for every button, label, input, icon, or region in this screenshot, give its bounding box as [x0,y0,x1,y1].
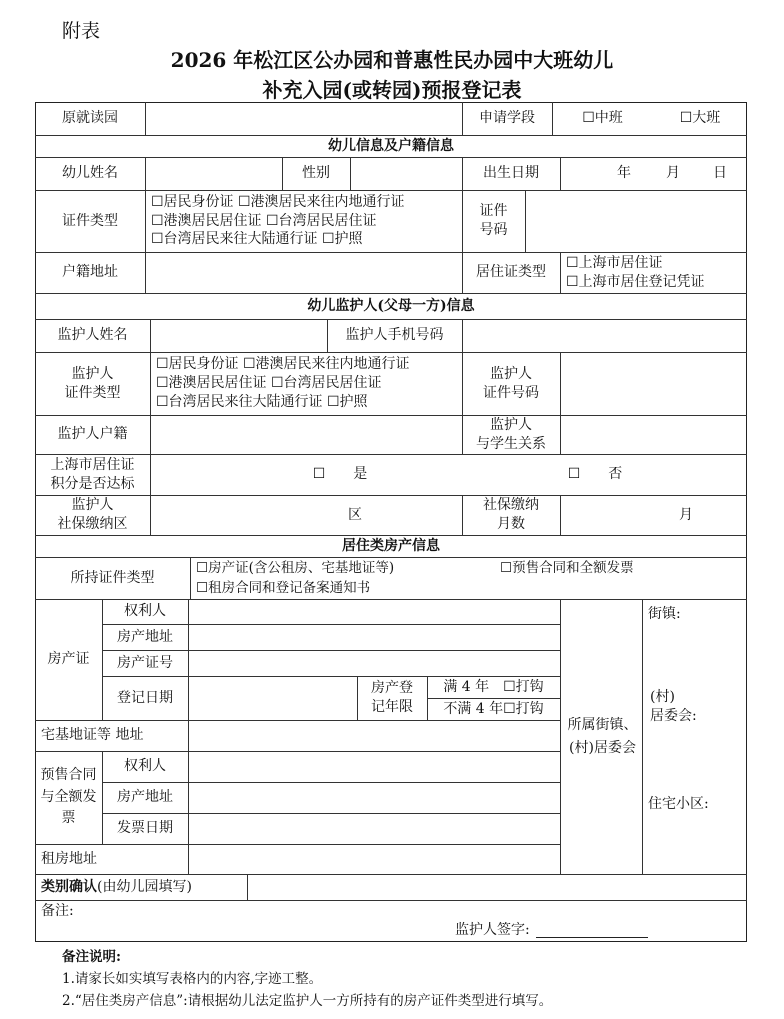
birth-day-unit: 日 [713,165,727,182]
grid-line [560,599,561,874]
month-unit: 月 [679,506,693,523]
label-line: 月数 [497,516,525,532]
grid-line [560,157,561,190]
guardian-id-option-row[interactable]: ☐台湾居民来往大陆通行证 ☐护照 [156,393,368,410]
presale-address-label: 房产地址 [117,789,173,806]
label-line: 社保缴纳 [483,497,539,514]
guardian-signature[interactable] [455,919,745,941]
signature-line[interactable] [536,923,648,938]
guardian-id-option-row[interactable]: ☐居民身份证 ☐港澳居民来往内地通行证 [156,356,410,373]
register-date-field[interactable] [188,676,357,720]
rent-address-label: 租房地址 [41,850,97,867]
points-yes-checkbox[interactable]: ☐ 是 [312,466,368,483]
property-cert-label: 房产证 [47,651,90,668]
remarks-label: 备注: [41,902,74,919]
guardian-relation-field[interactable] [560,415,747,454]
child-name-field[interactable] [145,157,282,190]
social-district-label [35,495,150,535]
guardian-phone-field[interactable] [462,319,747,352]
label-line: 监护人 [71,365,114,382]
id-type-label: 证件类型 [62,212,118,229]
property-address-label: 房产地址 [117,628,173,645]
signature-label: 监护人签字: [455,921,530,938]
points-qualified-label [35,454,150,495]
label-line: 号码 [479,222,508,238]
residence-permit-type-label: 居住证类型 [476,264,546,281]
notes-title: 备注说明: [62,949,121,965]
id-option-row[interactable]: ☐居民身份证 ☐港澳居民来往内地通行证 [151,193,405,210]
category-confirm-note: (由幼儿园填写) [97,878,192,895]
over-4-years-checkbox[interactable]: 满 4 年 ☐打钩 [443,678,544,695]
homestead-address-label: 宅基地证等 地址 [41,727,144,744]
label-line: 监护人 [490,416,532,433]
grid-line [552,102,553,135]
property-cert-no-field[interactable] [188,650,560,676]
id-option-row[interactable]: ☐港澳居民居住证 ☐台湾居民居住证 [151,212,377,229]
note-item: 2.“居住类房产信息”:请根据幼儿法定监护人一方所持有的房产证件类型进行填写。 [62,993,553,1009]
village-committee-label [642,687,712,727]
label-line: (村) [650,689,675,706]
form-title-line2: 补充入园(或转园)预报登记表 [262,78,522,102]
grade-senior-checkbox[interactable]: ☐大班 [679,110,721,127]
original-kindergarten-field[interactable] [145,102,462,135]
property-address-field[interactable] [188,624,560,650]
guardian-phone-label: 监护人手机号码 [345,327,444,344]
property-cert-no-label: 房产证号 [117,654,173,671]
under-4-years-checkbox[interactable]: 不满 4 年☐打钩 [443,700,544,717]
section-property-header: 居住类房产信息 [342,537,440,554]
label-line: 证件类型 [64,384,121,401]
street-committee-label: 所属街镇、(村)居委会 [567,717,638,756]
social-months-label [462,495,560,535]
right-holder-label: 权利人 [124,603,166,620]
rent-address-field[interactable] [188,844,560,874]
cert-option-rent[interactable]: ☐租房合同和登记备案通知书 [196,579,371,596]
gender-label: 性别 [302,165,330,182]
presale-group-label: 预售合同与全额发票 [40,766,97,827]
residential-area-label: 住宅小区: [648,795,709,812]
cert-type-label: 所持证件类型 [70,569,155,586]
label-line: 监护人 [490,365,532,382]
grade-middle-checkbox[interactable]: ☐中班 [582,110,623,127]
label-line: 上海市居住证 [50,456,135,473]
residence-permit-options[interactable] [566,252,747,293]
guardian-id-number-label [462,352,560,415]
invoice-date-label: 发票日期 [117,820,173,837]
label-line: 与学生关系 [476,435,546,452]
guardian-name-field[interactable] [150,319,327,352]
cert-option-property[interactable]: ☐房产证(含公租房、宅基地证等) [196,559,395,576]
guardian-id-option-row[interactable]: ☐港澳居民居住证 ☐台湾居民居住证 [156,375,382,392]
label-line: 积分是否达标 [50,475,135,492]
guardian-name-label: 监护人姓名 [57,327,128,344]
notes-section [62,946,552,1012]
presale-holder-field[interactable] [188,751,560,782]
homestead-address-field[interactable] [188,720,560,751]
label-line: 记年限 [371,699,413,715]
category-confirm-field[interactable] [247,874,747,900]
district-unit: 区 [348,506,362,523]
appendix-label: 附表 [62,20,101,42]
right-holder-field[interactable] [188,599,560,624]
residence-option[interactable]: ☐上海市居住证 [566,254,663,271]
grid-line [190,557,191,599]
cert-option-presale[interactable]: ☐预售合同和全额发票 [500,559,634,576]
id-number-field[interactable] [525,190,747,252]
register-years-label [357,676,427,720]
grid-line [642,599,643,874]
invoice-date-field[interactable] [188,813,560,844]
label-line: 证件号码 [483,384,539,401]
grid-line [560,495,561,535]
presale-holder-label: 权利人 [124,758,166,775]
birth-month-unit: 月 [666,165,680,182]
birth-year-unit: 年 [617,165,631,182]
original-kindergarten-label: 原就读园 [62,110,118,127]
section-guardian-header: 幼儿监护人(父母一方)信息 [307,297,475,314]
guardian-hukou-field[interactable] [150,415,462,454]
label-line: 监护人 [71,497,114,514]
category-confirm-title: 类别确认 [41,878,97,895]
street-town-label: 街镇: [648,605,681,622]
presale-address-field[interactable] [188,782,560,813]
birth-date-label: 出生日期 [483,165,539,182]
section-child-header: 幼儿信息及户籍信息 [328,137,454,154]
residence-option[interactable]: ☐上海市居住登记凭证 [566,273,705,290]
guardian-id-type-label [35,352,150,415]
guardian-id-number-field[interactable] [560,352,747,415]
guardian-id-type-options[interactable] [156,352,462,415]
note-item: 1.请家长如实填写表格内的内容,字迹工整。 [62,971,323,987]
category-confirm-label [41,874,247,900]
label-line: 证件 [479,203,508,220]
guardian-hukou-label: 监护人户籍 [57,426,128,443]
label-line: 社保缴纳区 [57,516,128,532]
gender-field[interactable] [350,157,462,190]
hukou-address-field[interactable] [145,252,462,293]
id-option-row[interactable]: ☐台湾居民来往大陆通行证 ☐护照 [151,231,363,248]
registration-form [35,102,747,942]
id-number-label [462,190,525,252]
child-name-label: 幼儿姓名 [62,165,118,182]
grid-line [560,252,561,293]
id-type-options[interactable] [151,190,462,252]
points-no-checkbox[interactable]: ☐ 否 [567,466,623,483]
hukou-address-label: 户籍地址 [62,264,118,281]
label-line: 居委会: [650,708,697,724]
form-title-line1: 2026 年松江区公办园和普惠性民办园中大班幼儿 [170,48,614,72]
register-date-label: 登记日期 [117,689,173,706]
guardian-relation-label [462,415,560,454]
label-line: 房产登 [371,680,413,697]
apply-grade-label: 申请学段 [479,110,535,127]
